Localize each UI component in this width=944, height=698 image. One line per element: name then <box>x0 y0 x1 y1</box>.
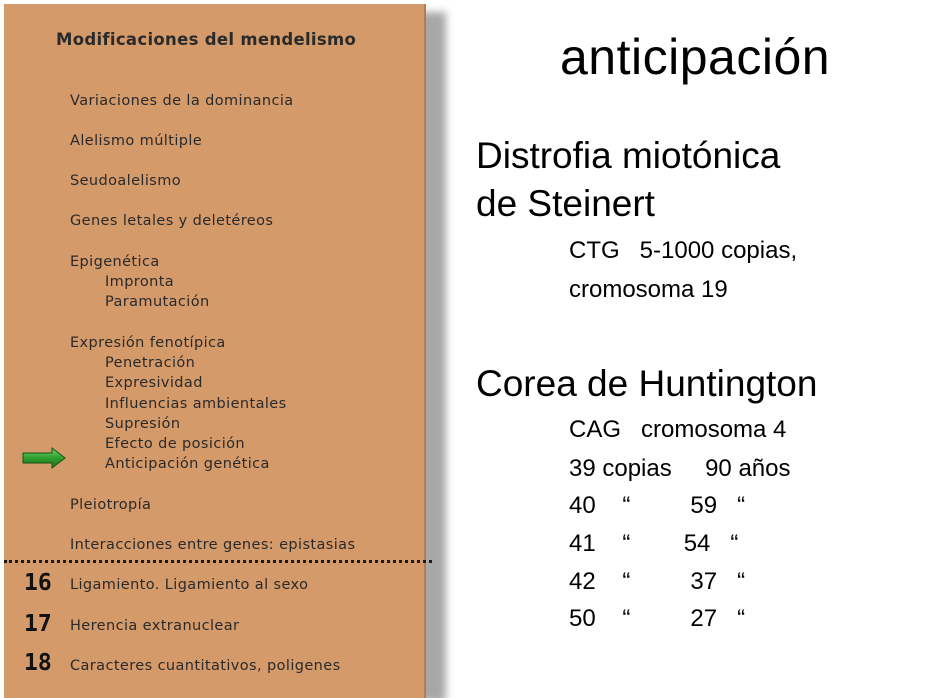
topics-panel <box>4 4 426 698</box>
topic-item: Genes letales y deletéreos <box>70 213 274 229</box>
chapter-number: 16 <box>24 570 52 596</box>
green-arrow-icon <box>22 447 66 469</box>
subtopic-item: Influencias ambientales <box>105 396 287 412</box>
slide-title: anticipación <box>560 29 831 85</box>
chapter-number: 18 <box>24 650 52 676</box>
subtopic-item: Expresividad <box>105 375 203 391</box>
steinert-heading-line-2: de Steinert <box>476 183 655 224</box>
huntington-detail-1: CAG cromosoma 4 <box>569 416 787 443</box>
subtopic-item: Paramutación <box>105 294 210 310</box>
huntington-row: 41 “ 54 “ <box>569 530 739 557</box>
topic-item: Epigenética <box>70 254 160 270</box>
panel-title: Modificaciones del mendelismo <box>56 30 357 49</box>
subtopic-item: Efecto de posición <box>105 436 245 452</box>
steinert-heading-line-1: Distrofia miotónica <box>476 135 781 176</box>
topic-item: Expresión fenotípica <box>70 335 226 351</box>
subtopic-item-highlighted: Anticipación genética <box>105 456 270 472</box>
dotted-divider <box>4 560 432 563</box>
huntington-row: 42 “ 37 “ <box>569 568 746 595</box>
topic-item: Caracteres cuantitativos, poligenes <box>70 658 341 674</box>
topic-item: Pleiotropía <box>70 497 152 513</box>
huntington-row: 40 “ 59 “ <box>569 492 746 519</box>
subtopic-item: Penetración <box>105 355 196 371</box>
topic-item: Alelismo múltiple <box>70 133 203 149</box>
steinert-detail-1: CTG 5-1000 copias, <box>569 237 798 264</box>
topic-item: Interacciones entre genes: epistasias <box>70 537 356 553</box>
topic-item: Variaciones de la dominancia <box>70 93 294 109</box>
huntington-heading: Corea de Huntington <box>476 363 818 404</box>
steinert-detail-2: cromosoma 19 <box>569 276 728 303</box>
topic-item: Herencia extranuclear <box>70 618 240 634</box>
chapter-number: 17 <box>24 611 52 637</box>
huntington-row: 50 “ 27 “ <box>569 605 746 632</box>
subtopic-item: Impronta <box>105 274 175 290</box>
topic-item: Ligamiento. Ligamiento al sexo <box>70 577 309 593</box>
subtopic-item: Supresión <box>105 416 181 432</box>
topic-item: Seudoalelismo <box>70 173 182 189</box>
huntington-row: 39 copias 90 años <box>569 455 791 482</box>
